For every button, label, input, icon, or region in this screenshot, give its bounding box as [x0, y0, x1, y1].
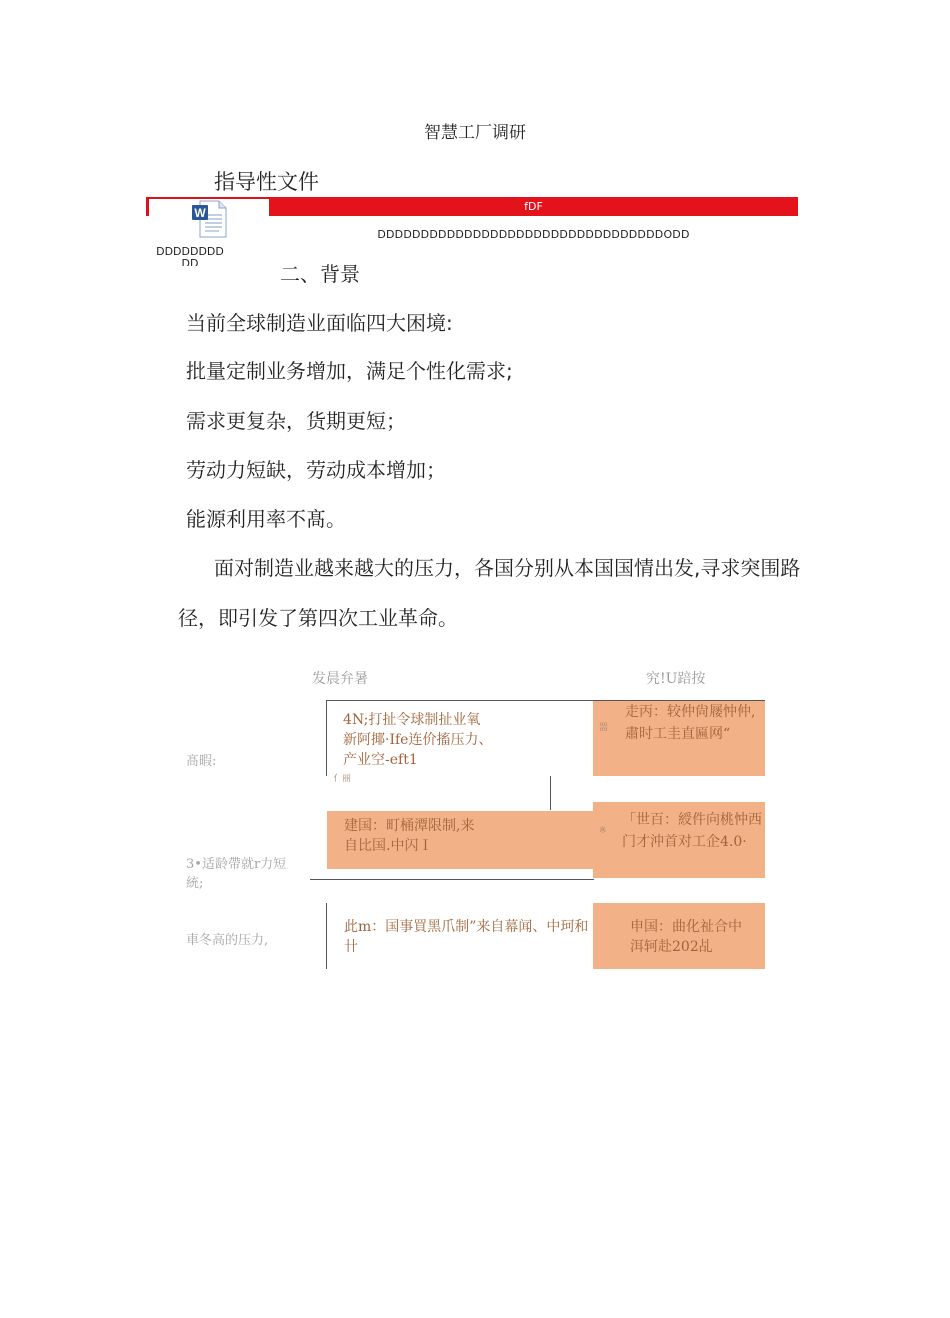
figure-connector-line: [550, 776, 551, 810]
figure-row3-label: 車冬高的压力,: [186, 933, 269, 948]
figure-row1-middle-tail: 亻丽: [333, 774, 352, 784]
figure-row1-label: 髙暇:: [186, 754, 217, 769]
attachment-filename[interactable]: DDDDDDDDDDDDDDDDDDDDDDDDDDDDDDDDDODD: [377, 228, 690, 241]
figure-row1-middle-box: 4N;打扯令球制扯业氧新阿揶·Ife连价搐压力、产业空-eft1: [343, 712, 493, 768]
paragraph-conclusion: 面对制造业越来越大的压力，各国分别从本国国情出发,寻求突围路径，即引发了第四次工业革命。: [178, 556, 801, 630]
svg-text:W: W: [194, 206, 206, 220]
section-heading-guide: 指导性文件: [214, 170, 319, 194]
figure-row2-middle-text: 建国：町桶潭限制,来自比国.中闪Ｉ: [344, 818, 475, 854]
attachment-bar-left-edge: [146, 197, 149, 216]
paragraph-item: 能源利用率不髙。: [186, 507, 346, 531]
figure-connector-line: [310, 879, 594, 880]
paragraph-item: 需求更复杂，货期更短；: [186, 409, 406, 433]
figure-header-right: 究!U踣按: [646, 671, 706, 687]
figure-connector-line: [326, 700, 327, 776]
figure-connector-line: [326, 903, 327, 969]
figure-header-left: 发晨弁暑: [312, 671, 368, 687]
paragraph-item: 批量定制业务增加，满足个性化需求;: [186, 359, 513, 383]
attachment-bar[interactable]: fDF: [269, 197, 798, 216]
document-title: 智慧工厂调研: [424, 123, 526, 143]
paragraph-intro: 当前全球制造业面临四大困境:: [186, 311, 453, 335]
figure-row2-right-mark: ※: [599, 826, 607, 836]
attachment-icon-label: DDDDDDDD DD: [156, 246, 224, 266]
section-heading-background: 二、背景: [280, 262, 360, 286]
figure-row1-right-text: 走丙：较仲尙屦忡仲,肅时工圭直匾网“: [625, 704, 756, 742]
figure-row2-right-text: 「世百：綬件向桃忡西门才沖首对工企4.0·: [622, 812, 762, 850]
paragraph-item: 劳动力短缺，劳动成本增加；: [186, 458, 446, 482]
word-document-icon[interactable]: [189, 199, 229, 239]
figure-row1-right-mark: 噐: [599, 723, 609, 733]
figure-row3-middle-text: 此m：国事買黑爪制”来自幕闻、中珂和卄: [344, 919, 589, 955]
figure-row2-label: 3•适龄帶就r力短統;: [186, 857, 287, 891]
figure-row3-right-text: 申国：曲化祉合中洱轲赴202乩: [630, 919, 742, 955]
